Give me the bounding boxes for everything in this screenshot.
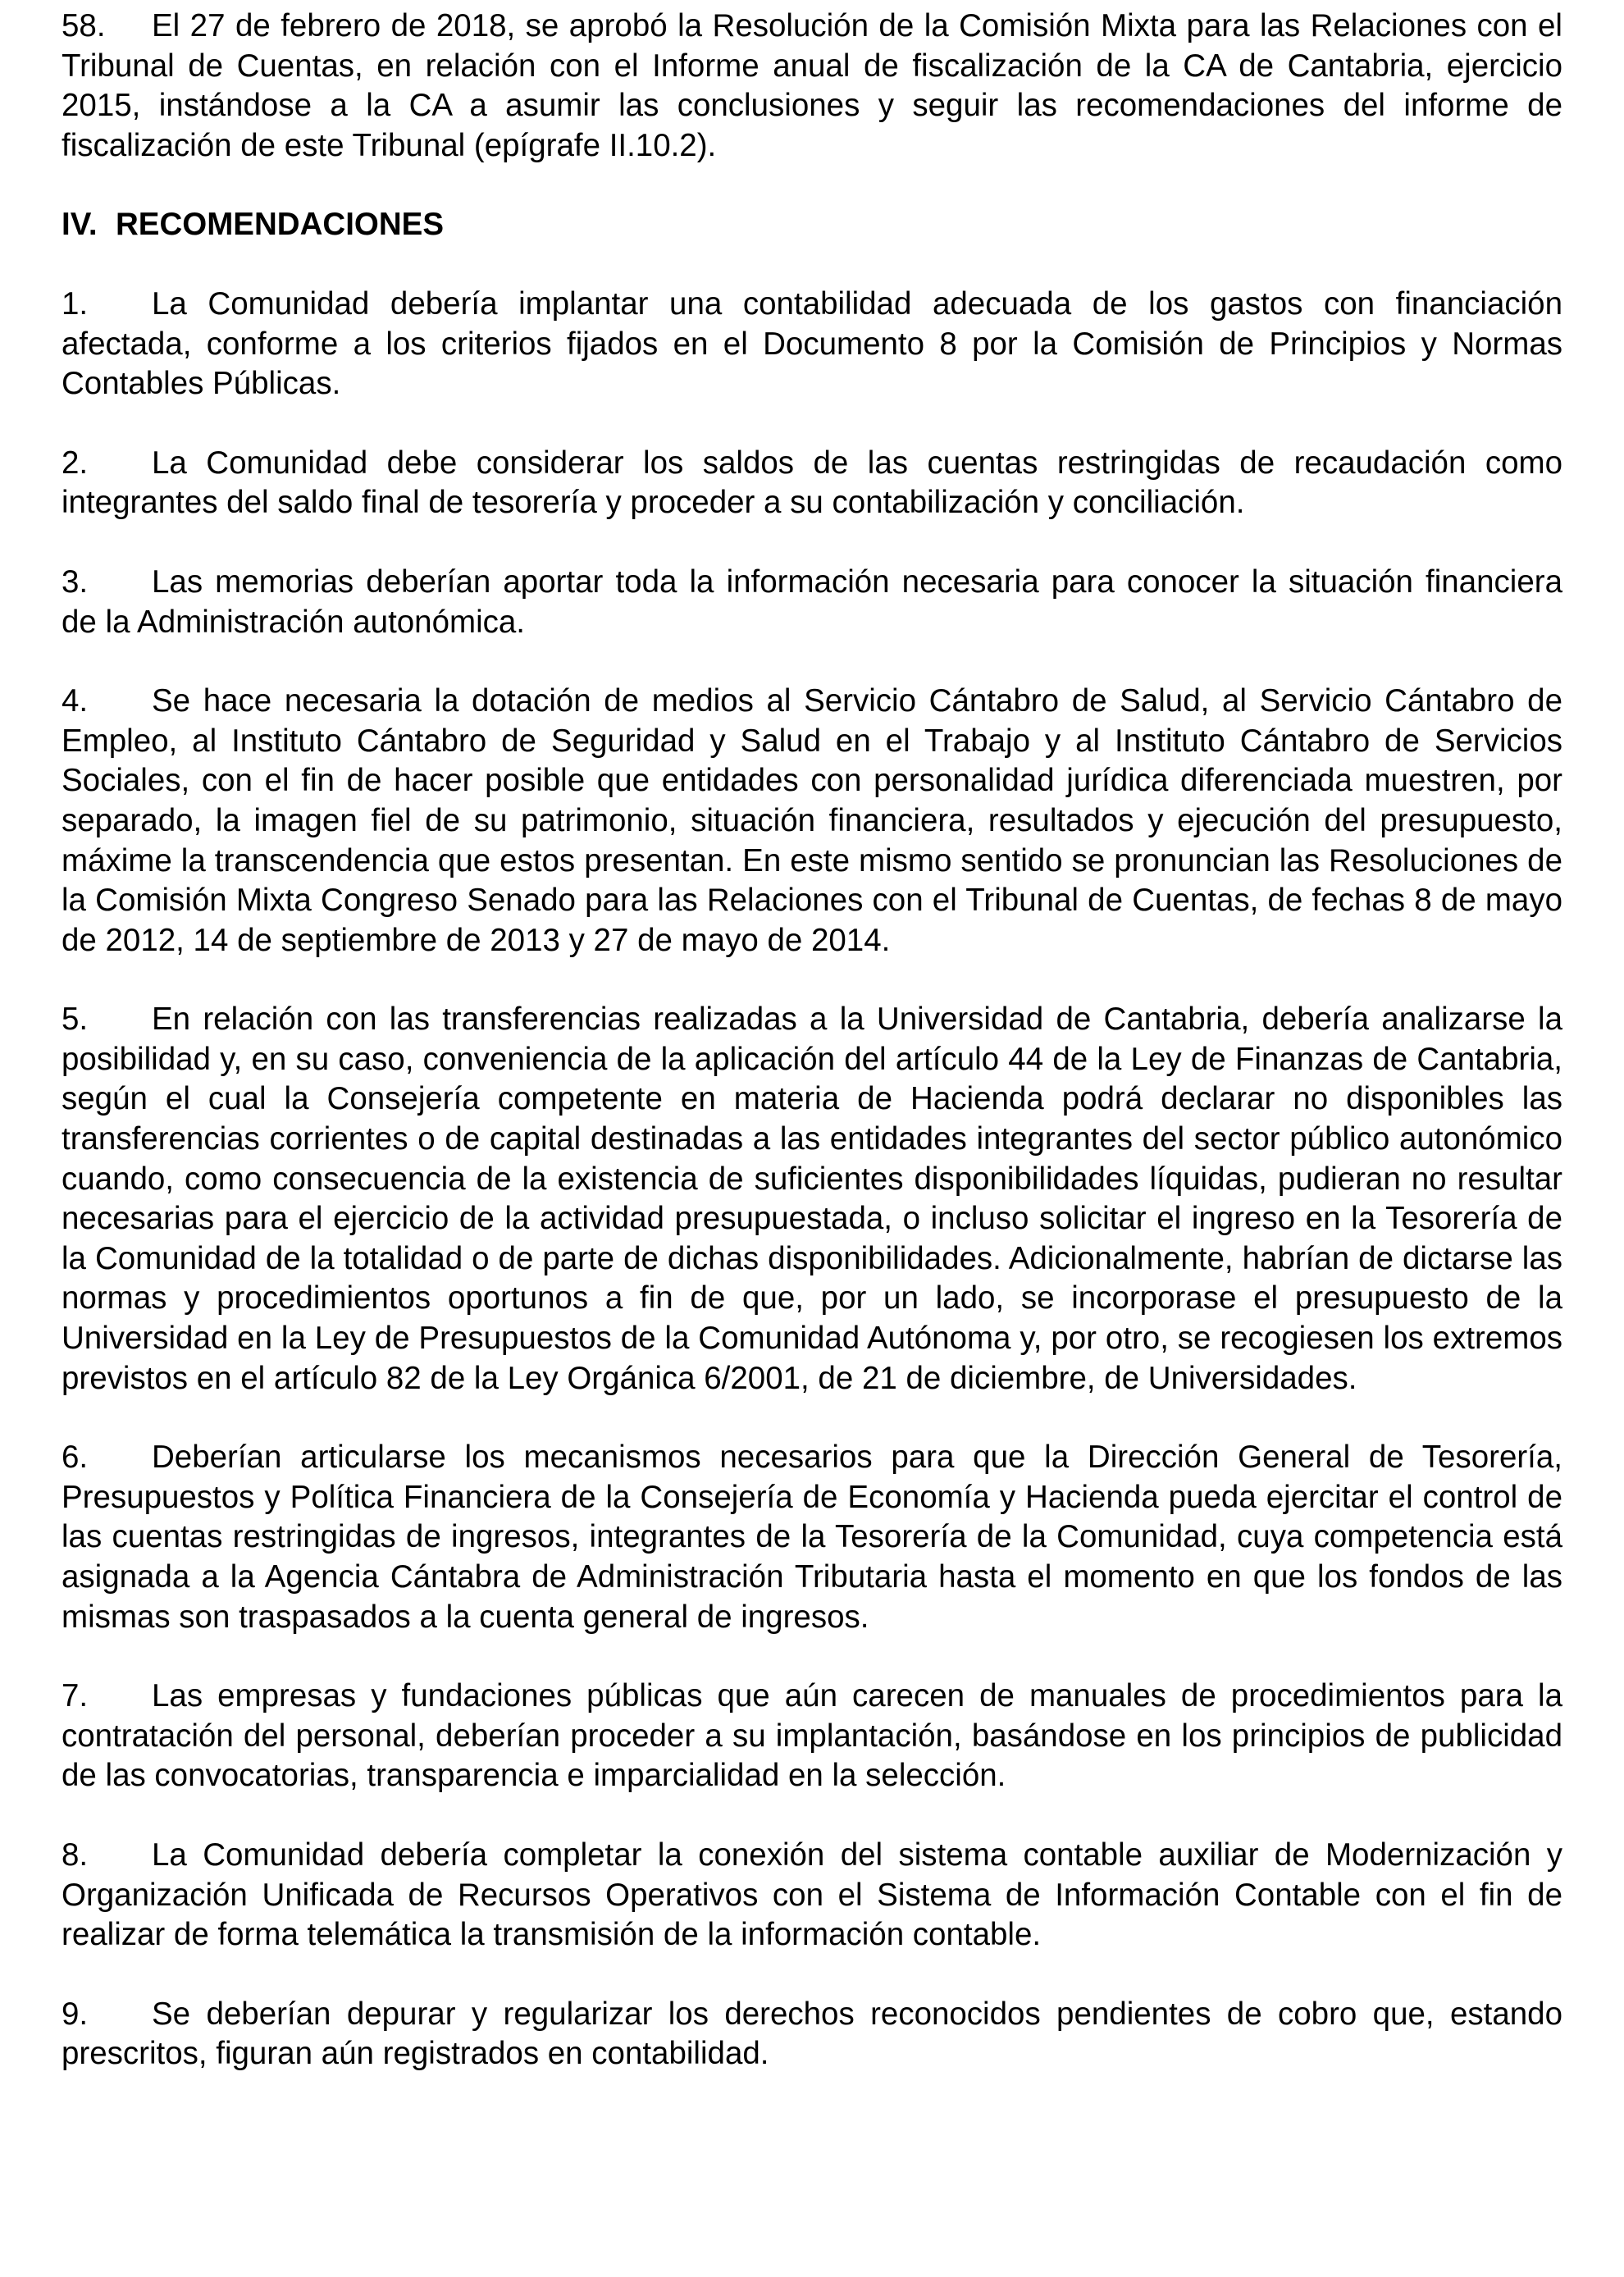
recommendation-number: 5. (62, 1002, 89, 1038)
recommendation-number: 3. (62, 564, 89, 600)
paragraph-58 (62, 7, 1562, 166)
paragraph-number: 58. (62, 8, 106, 43)
recommendation-number: 9. (62, 1996, 89, 2032)
recommendation-text: Se hace necesaria la dotación de medios al Servicio Cántabro de Salud, al Servicio Cántabro de Empleo, al Instituto Cántabro de Seguridad y Salud en el Trabajo y al Instituto Cántabro de Servicios Sociales, con el fin de hacer posible que entidades con personalidad jurídica diferenciada muestren, por separado, la imagen fiel de su patrimonio, situación financiera, resultados y ejecución del presupuesto, máxime la transcendencia que estos presentan. En este mismo sentido se pronuncian las Resoluciones de la Comisión Mixta Congreso Senado para las Relaciones con el Tribunal de Cuentas, de fechas 8 de mayo de 2012, 14 de septiembre de 2013 y 27 de mayo de 2014. (62, 683, 1562, 958)
recommendation-number: 2. (62, 445, 89, 481)
recommendation-6 (62, 1438, 1562, 1637)
recommendation-text: Deberían articularse los mecanismos necesarios para que la Dirección General de Tesorería, Presupuestos y Política Financiera de la Consejería de Economía y Hacienda pueda ejercitar el control de las cuentas restringidas de ingresos, integrantes de la Tesorería de la Comunidad, cuya competencia está asignada a la Agencia Cántabra de Administración Tributaria hasta el momento en que los fondos de las mismas son traspasados a la cuenta general de ingresos. (62, 1440, 1562, 1635)
section-number: IV. (62, 207, 98, 243)
recommendation-text: Las memorias deberían aportar toda la información necesaria para conocer la situación financiera de la Administración autonómica. (62, 564, 1562, 640)
recommendation-number: 7. (62, 1678, 89, 1714)
recommendation-8 (62, 1836, 1562, 1955)
paragraph-text: El 27 de febrero de 2018, se aprobó la Resolución de la Comisión Mixta para las Relaciones con el Tribunal de Cuentas, en relación con el Informe anual de fiscalización de la CA de Cantabria, ejercicio 2015, instándose a la CA a asumir las conclusiones y seguir las recomendaciones del informe de fiscalización de este Tribunal (epígrafe II.10.2). (62, 8, 1562, 163)
recommendation-4 (62, 682, 1562, 961)
recommendation-text: La Comunidad debería implantar una contabilidad adecuada de los gastos con financiación afectada, conforme a los criterios fijados en el Documento 8 por la Comisión de Principios y Normas Contables Públicas. (62, 285, 1562, 402)
recommendation-text: La Comunidad debería completar la conexión del sistema contable auxiliar de Modernización y Organización Unificada de Recursos Operativos con el Sistema de Información Contable con el fin de realizar de forma telemática la transmisión de la información contable. (62, 1837, 1562, 1953)
recommendation-number: 6. (62, 1440, 89, 1476)
section-title: RECOMENDACIONES (116, 207, 445, 243)
recommendation-9 (62, 1995, 1562, 2074)
recommendation-2 (62, 444, 1562, 523)
section-heading (62, 205, 1562, 245)
recommendation-text: La Comunidad debe considerar los saldos de las cuentas restringidas de recaudación como integrantes del saldo final de tesorería y proceder a su contabilización y conciliación. (62, 445, 1562, 521)
recommendation-7 (62, 1677, 1562, 1796)
recommendation-number: 1. (62, 285, 89, 322)
recommendation-text: Se deberían depurar y regularizar los derechos reconocidos pendientes de cobro que, estando prescritos, figuran aún registrados en contabilidad. (62, 1996, 1562, 2072)
recommendation-number: 8. (62, 1837, 89, 1873)
recommendation-1 (62, 285, 1562, 404)
recommendation-5 (62, 1000, 1562, 1399)
recommendation-number: 4. (62, 683, 89, 719)
recommendation-text: En relación con las transferencias realizadas a la Universidad de Cantabria, debería analizarse la posibilidad y, en su caso, conveniencia de la aplicación del artículo 44 de la Ley de Finanzas de Cantabria, según el cual la Consejería competente en materia de Hacienda podrá declarar no disponibles las transferencias corrientes o de capital destinadas a las entidades integrantes del sector público autonómico cuando, como consecuencia de la existencia de suficientes disponibilidades líquidas, pudieran no resultar necesarias para el ejercicio de la actividad presupuestada, o incluso solicitar el ingreso en la Tesorería de la Comunidad de la totalidad o de parte de dichas disponibilidades. Adicionalmente, habrían de dictarse las normas y procedimientos oportunos a fin de que, por un lado, se incorporase el presupuesto de la Universidad en la Ley de Presupuestos de la Comunidad Autónoma y, por otro, se recogiesen los extremos previstos en el artículo 82 de la Ley Orgánica 6/2001, de 21 de diciembre, de Universidades. (62, 1002, 1562, 1396)
recommendation-text: Las empresas y fundaciones públicas que aún carecen de manuales de procedimientos para la contratación del personal, deberían proceder a su implantación, basándose en los principios de publicidad de las convocatorias, transparencia e imparcialidad en la selección. (62, 1678, 1562, 1794)
recommendation-3 (62, 563, 1562, 642)
